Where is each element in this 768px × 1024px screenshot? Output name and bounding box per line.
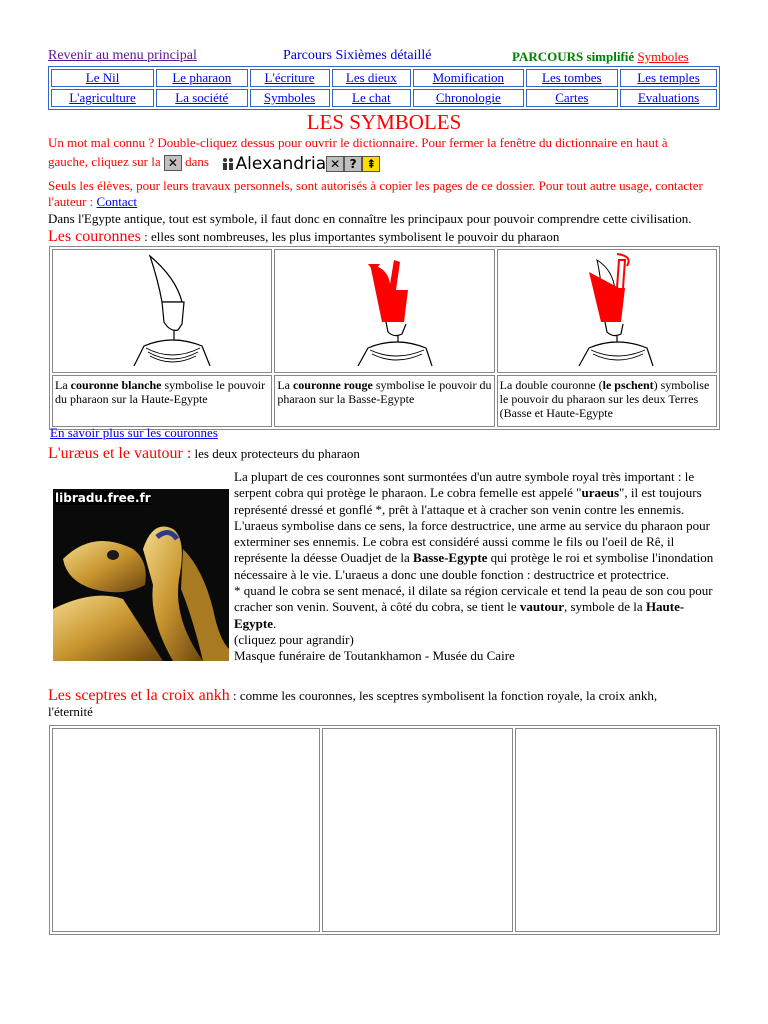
nav-cell	[413, 69, 523, 87]
couronnes-heading-line	[48, 228, 728, 246]
sceptre-image-cell-3	[515, 728, 717, 932]
nav-cell	[526, 69, 619, 87]
dictionary-toolbar	[221, 153, 380, 174]
double-crown-caption	[497, 375, 717, 427]
page-title: LES SYMBOLES	[306, 110, 462, 134]
nav-link-cartes[interactable]: Cartes	[555, 90, 589, 105]
simple-path-label: PARCOURS simplifié	[512, 49, 635, 64]
nav-link-agriculture[interactable]: L'agriculture	[69, 90, 136, 105]
contact-link[interactable]: Contact	[96, 194, 137, 209]
red-crown-cell	[274, 249, 494, 373]
sceptres-heading-line	[48, 688, 728, 720]
detailed-path-label: Parcours Sixièmes détaillé	[283, 48, 432, 63]
crowns-text-row	[52, 375, 717, 427]
couronnes-heading: Les couronnes	[48, 228, 141, 245]
caption-text: La	[55, 378, 71, 392]
nav-cell	[526, 89, 619, 107]
dictionary-instructions-text-a: gauche, cliquez sur la	[48, 154, 161, 169]
nav-link-nil[interactable]: Le Nil	[85, 70, 120, 85]
nav-cell	[51, 89, 154, 107]
simple-path	[512, 49, 689, 65]
nav-cell	[332, 69, 412, 87]
nav-cell	[156, 89, 247, 107]
help-icon[interactable]: ?	[344, 156, 362, 172]
term-vautour: vautour	[519, 599, 564, 615]
double-crown-pharaoh-image	[557, 250, 657, 368]
nav-link-chat[interactable]: Le chat	[352, 90, 391, 105]
alexandria-label: Alexandria	[235, 153, 327, 174]
uraeus-paragraph-1	[234, 469, 718, 583]
close-icon[interactable]: ✕	[326, 156, 344, 172]
copyright-notice	[48, 178, 728, 210]
nav-link-pharaon[interactable]: Le pharaon	[172, 70, 232, 85]
text: .	[273, 615, 277, 631]
sceptres-table	[49, 725, 720, 935]
caption-text: symbolise le pouvoir du pharaon sur la Haute-Egypte	[55, 378, 266, 406]
caption-text: La double couronne (	[499, 378, 603, 392]
white-crown-cell	[52, 249, 272, 373]
nav-cell	[620, 69, 717, 87]
nav-cell	[156, 69, 247, 87]
text: ", il est toujours représenté dressé et gonflé *, prêt à l'attaque et à cracher son venin contre les ennemis. L'uraeus symbolise dans ce sens, la force destructrice, une arme au service du pharaon pour exterminer ses ennemis. Le cobra est considéré aussi comme le fils ou l'oeil de Rê, il représente la déesse Ouadjet de la	[234, 485, 710, 566]
sceptre-image-cell-1	[52, 728, 320, 932]
dictionary-instructions-line1: Un mot mal connu ? Double-cliquez dessus pour ouvrir le dictionnaire. Pour fermer la fenêtre du dictionnaire en haut à	[48, 135, 668, 150]
double-crown-cell	[497, 249, 717, 373]
caption-bold: couronne rouge	[292, 378, 373, 392]
text: , symbole de la	[563, 599, 646, 615]
tutankhamun-mask-image[interactable]	[53, 489, 229, 661]
caption-text: La	[277, 378, 293, 392]
sceptres-subtitle: : comme les couronnes, les sceptres symbolisent la fonction royale, la croix ankh,	[229, 688, 658, 703]
nav-link-momification[interactable]: Momification	[432, 70, 505, 85]
symboles-link[interactable]: Symboles	[637, 49, 689, 64]
term-uraeus: uraeus	[581, 485, 620, 501]
arrow-up-icon[interactable]: ⇞	[362, 156, 380, 172]
nav-link-societe[interactable]: La société	[175, 90, 229, 105]
caption-text: symbolise le pouvoir du pharaon sur la Basse-Egypte	[277, 378, 492, 406]
nav-link-evaluations[interactable]: Evaluations	[637, 90, 700, 105]
text: La plupart de ces couronnes sont surmontées d'un autre symbole royal très important : le serpent cobra qui protège le pharaon. Le cobra femelle est appelé "	[234, 469, 695, 501]
uraeus-heading-line	[48, 445, 728, 463]
text: qui protège le roi et symbolise l'inondation nécessaire à le vie. L'uraeus a donc une double fonction : destructrice et protectrice.	[234, 550, 714, 582]
close-icon: ✕	[164, 155, 182, 171]
couronnes-subtitle: : elles sont nombreuses, les plus importantes symbolisent le pouvoir du pharaon	[140, 229, 560, 244]
section-nav	[48, 66, 720, 110]
nav-link-tombes[interactable]: Les tombes	[542, 70, 602, 85]
uraeus-subtitle: les deux protecteurs du pharaon	[191, 446, 360, 461]
image-watermark: libradu.free.fr	[55, 491, 151, 505]
nav-cell	[332, 89, 412, 107]
red-crown-pharaoh-image	[334, 250, 434, 368]
nav-cell	[250, 69, 330, 87]
nav-link-ecriture[interactable]: L'écriture	[264, 70, 315, 85]
term-basse-egypte: Basse-Egypte	[413, 550, 488, 566]
dictionary-instructions-text-b: dans	[185, 154, 209, 169]
nav-row-2	[51, 89, 717, 107]
nav-cell	[413, 89, 523, 107]
cobra-vulture-image	[53, 489, 229, 661]
sceptres-row	[52, 728, 717, 932]
copyright-text: Seuls les élèves, pour leurs travaux personnels, sont autorisés à copier les pages de ce dossier. Pour tout autre usage, contacter l'auteur :	[48, 178, 703, 209]
caption-bold: couronne blanche	[70, 378, 162, 392]
dictionary-instructions-line2	[48, 154, 728, 176]
uraeus-description	[234, 469, 718, 665]
nav-link-dieux[interactable]: Les dieux	[345, 70, 397, 85]
nav-cell	[51, 69, 154, 87]
enlarge-hint: (cliquez pour agrandir)	[234, 631, 354, 647]
uraeus-paragraph-2	[234, 583, 718, 632]
nav-link-temples[interactable]: Les temples	[637, 70, 700, 85]
nav-link-symboles[interactable]: Symboles	[263, 90, 316, 105]
nav-link-chronologie[interactable]: Chronologie	[435, 90, 501, 105]
image-caption: Masque funéraire de Toutankhamon - Musée du Caire	[234, 648, 515, 664]
crowns-table	[49, 246, 720, 430]
text: * quand le cobra se sent menacé, il dilate sa région cervicale et tend la peau de son cou pour cracher son venin. Souvent, à côté du cobra, se tient le	[234, 583, 713, 615]
back-to-main-menu-link[interactable]: Revenir au menu principal	[48, 48, 197, 63]
nav-cell	[250, 89, 330, 107]
red-crown-caption	[274, 375, 494, 427]
people-icon	[221, 157, 235, 171]
white-crown-pharaoh-image	[112, 250, 212, 368]
nav-row-1	[51, 69, 717, 87]
sceptres-subtitle-2: l'éternité	[48, 704, 93, 719]
caption-bold: le pschent	[602, 378, 654, 392]
white-crown-caption	[52, 375, 272, 427]
uraeus-heading: L'uræus et le vautour :	[48, 445, 192, 462]
intro-text: Dans l'Egypte antique, tout est symbole, il faut donc en connaître les principaux pour pouvoir comprendre cette civilisation.	[48, 211, 692, 226]
nav-cell	[620, 89, 717, 107]
sceptres-heading: Les sceptres et la croix ankh	[48, 687, 230, 704]
term-haute-egypte: Haute-Egypte	[234, 599, 685, 631]
caption-text: ) symbolise le pouvoir du pharaon sur les deux Terres (Basse et Haute-Egypte	[499, 378, 710, 420]
sceptre-image-cell-2	[322, 728, 513, 932]
crowns-image-row	[52, 249, 717, 373]
more-about-crowns-link[interactable]: En savoir plus sur les couronnes	[50, 425, 218, 440]
